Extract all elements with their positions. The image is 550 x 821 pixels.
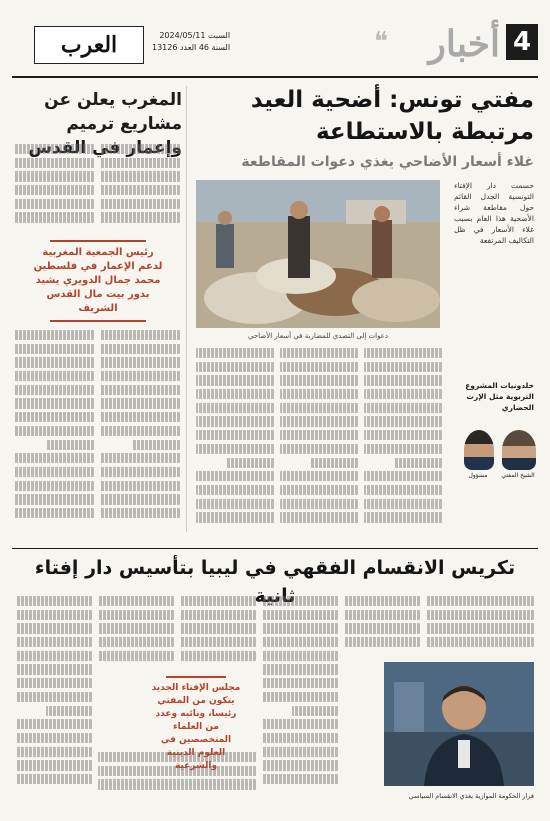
issue-info <box>152 30 230 54</box>
bottom-headline: تكريس الانقسام الفقهي في ليبيا بتأسيس دار إفتاء ثانية <box>34 557 516 607</box>
text-line <box>196 362 274 372</box>
main-photo <box>196 180 440 328</box>
text-line <box>280 389 358 399</box>
main-photo-caption: دعوات إلى التصدي للمضاربة في أسعار الأضاحي <box>248 332 388 340</box>
text-line <box>16 610 92 620</box>
text-line <box>16 760 92 770</box>
text-line <box>14 385 94 395</box>
sheep-market-illustration <box>196 180 440 328</box>
text-line <box>262 664 338 674</box>
text-line <box>14 494 94 504</box>
text-line <box>280 485 358 495</box>
text-line <box>16 596 92 606</box>
text-line <box>364 362 442 372</box>
text-line <box>344 596 420 606</box>
quote-mark-icon: ❝ <box>374 27 388 57</box>
section-number: 4 <box>506 24 538 60</box>
text-line <box>280 348 358 358</box>
bottom-body-column-2 <box>344 596 420 656</box>
text-line <box>14 426 94 436</box>
text-line <box>14 185 94 195</box>
side-pullquote: رئيس الجمعية المغربية لدعم الإعمار في فلسطين محمد جمال الدويري يشيد بدور بيت مال القدس الشريف <box>33 247 163 314</box>
text-line <box>180 610 256 620</box>
text-line <box>100 185 180 195</box>
bottom-body-column-3 <box>262 596 338 796</box>
text-line <box>426 623 534 633</box>
text-line <box>100 508 180 518</box>
text-line <box>100 199 180 209</box>
text-line <box>364 403 442 413</box>
callout-body: يتكون من المفتي رئيسا، ونائبه وعدد من العلماء المتخصصين في العلوم الدينية والشرعية <box>155 696 237 771</box>
headshot-mufti-caption: الشيخ المفتي <box>501 472 535 479</box>
text-line <box>364 512 442 522</box>
text-line <box>262 596 338 606</box>
side-body-column-left <box>14 144 94 238</box>
text-line <box>14 412 94 422</box>
text-line <box>14 144 94 154</box>
text-line <box>196 512 274 522</box>
main-subheadline: غلاء أسعار الأضاحي يغذي دعوات المقاطعة <box>241 154 534 170</box>
main-body-column-1 <box>364 348 442 538</box>
text-line <box>280 416 358 426</box>
side-body-column-right <box>100 144 180 238</box>
text-line <box>280 375 358 385</box>
text-line <box>196 444 274 454</box>
text-line <box>16 719 92 729</box>
text-line <box>14 171 94 181</box>
bottom-body-column-5a <box>98 596 174 666</box>
text-line <box>280 471 358 481</box>
text-line <box>364 389 442 399</box>
text-line <box>98 637 174 647</box>
text-line <box>14 508 94 518</box>
text-line <box>344 623 420 633</box>
text-line <box>364 471 442 481</box>
text-line <box>280 430 358 440</box>
text-line <box>364 485 442 495</box>
headshot-official-caption: مسؤول <box>468 472 488 479</box>
text-line <box>100 494 180 504</box>
headshot-mufti <box>502 430 536 470</box>
issue-date: السبت 2024/05/11 <box>159 31 231 40</box>
text-line <box>280 512 358 522</box>
callout-title: مجلس الإفتاء الجديد <box>151 683 241 693</box>
page-header <box>12 16 538 74</box>
text-line <box>100 481 180 491</box>
text-line <box>100 371 180 381</box>
text-line <box>196 430 274 440</box>
text-line <box>262 623 338 633</box>
text-line <box>14 199 94 209</box>
main-body-column-2 <box>280 348 358 538</box>
text-line <box>14 330 94 340</box>
text-line <box>262 610 338 620</box>
bottom-story-rule <box>12 548 538 549</box>
bottom-body-column-6 <box>16 596 92 796</box>
text-line <box>100 144 180 154</box>
text-line <box>100 171 180 181</box>
text-line <box>100 385 180 395</box>
text-line <box>262 637 338 647</box>
text-line <box>262 774 338 784</box>
text-line <box>196 375 274 385</box>
text-line <box>46 440 94 450</box>
text-line <box>262 747 338 757</box>
text-line <box>14 344 94 354</box>
text-line <box>16 733 92 743</box>
text-line <box>426 596 534 606</box>
header-rule <box>12 76 538 78</box>
text-line <box>16 747 92 757</box>
text-line <box>280 499 358 509</box>
newspaper-logo: العرب <box>34 26 144 64</box>
text-line <box>227 458 274 468</box>
text-line <box>196 416 274 426</box>
text-line <box>196 403 274 413</box>
text-line <box>196 485 274 495</box>
text-line <box>196 348 274 358</box>
text-line <box>14 212 94 222</box>
text-line <box>100 212 180 222</box>
text-line <box>100 357 180 367</box>
text-line <box>98 623 174 633</box>
text-line <box>364 348 442 358</box>
pullquote-rule-bottom <box>50 320 146 322</box>
text-line <box>364 444 442 454</box>
text-line <box>262 760 338 770</box>
text-line <box>262 692 338 702</box>
headshot-official <box>464 430 494 470</box>
text-line <box>16 692 92 702</box>
text-line <box>100 330 180 340</box>
official-portrait-illustration <box>384 662 534 786</box>
text-line <box>16 623 92 633</box>
text-line <box>16 664 92 674</box>
text-line <box>280 444 358 454</box>
callout-rule <box>166 676 226 678</box>
text-line <box>180 623 256 633</box>
text-line <box>98 610 174 620</box>
bottom-photo <box>384 662 534 786</box>
text-line <box>16 651 92 661</box>
text-line <box>280 362 358 372</box>
text-line <box>46 706 92 716</box>
bottom-body-column-1 <box>426 596 534 656</box>
text-line <box>262 719 338 729</box>
text-line <box>262 678 338 688</box>
text-line <box>14 357 94 367</box>
text-line <box>100 412 180 422</box>
text-line <box>262 651 338 661</box>
text-line <box>100 453 180 463</box>
text-line <box>132 440 180 450</box>
text-line <box>426 637 534 647</box>
text-line <box>196 471 274 481</box>
text-line <box>364 416 442 426</box>
text-line <box>14 481 94 491</box>
column-divider <box>186 86 187 532</box>
main-headline: مفتي تونس: أضحية العيد مرتبطة بالاستطاعة <box>250 87 534 145</box>
text-line <box>100 344 180 354</box>
bottom-body-column-4a <box>180 596 256 666</box>
text-line <box>14 371 94 381</box>
text-line <box>180 596 256 606</box>
text-line <box>395 458 442 468</box>
bottom-callout <box>150 672 242 773</box>
issue-number: السنة 46 العدد 13126 <box>152 43 231 52</box>
text-line <box>364 430 442 440</box>
text-line <box>14 398 94 408</box>
text-line <box>16 774 92 784</box>
text-line <box>14 158 94 168</box>
text-line <box>98 596 174 606</box>
side-body-column-left-2 <box>14 330 94 532</box>
text-line <box>196 499 274 509</box>
text-line <box>100 158 180 168</box>
text-line <box>364 499 442 509</box>
text-line <box>14 453 94 463</box>
quote-box-text: خلدونيات المشروع التربوية مثل الإرث الحضاري <box>465 381 534 412</box>
main-body-column-3 <box>196 348 274 538</box>
text-line <box>14 467 94 477</box>
text-line <box>311 458 358 468</box>
text-line <box>98 779 256 789</box>
text-line <box>180 651 256 661</box>
text-line <box>100 467 180 477</box>
side-body-column-right-2 <box>100 330 180 532</box>
bottom-photo-caption: قرار الحكومة الموازية يغذي الانقسام السياسي <box>408 792 534 800</box>
section-name: أخبار <box>428 23 500 65</box>
text-line <box>344 610 420 620</box>
text-line <box>100 426 180 436</box>
text-line <box>180 637 256 647</box>
pullquote-rule-top <box>50 240 146 242</box>
text-line <box>280 403 358 413</box>
text-line <box>16 678 92 688</box>
text-line <box>100 398 180 408</box>
text-line <box>364 375 442 385</box>
text-line <box>98 651 174 661</box>
main-lead-text: حسمت دار الإفتاء التونسية الجدل القائم حول مقاطعة شراء الأضحية هذا العام بسبب غلاء الأسعار في ظل التكاليف المرتفعة <box>454 181 534 245</box>
text-line <box>344 637 420 647</box>
text-line <box>426 610 534 620</box>
text-line <box>196 389 274 399</box>
side-headline: المغرب يعلن عن مشاريع ترميم وإعمار في القدس <box>28 90 182 158</box>
text-line <box>262 733 338 743</box>
text-line <box>16 637 92 647</box>
text-line <box>292 706 338 716</box>
